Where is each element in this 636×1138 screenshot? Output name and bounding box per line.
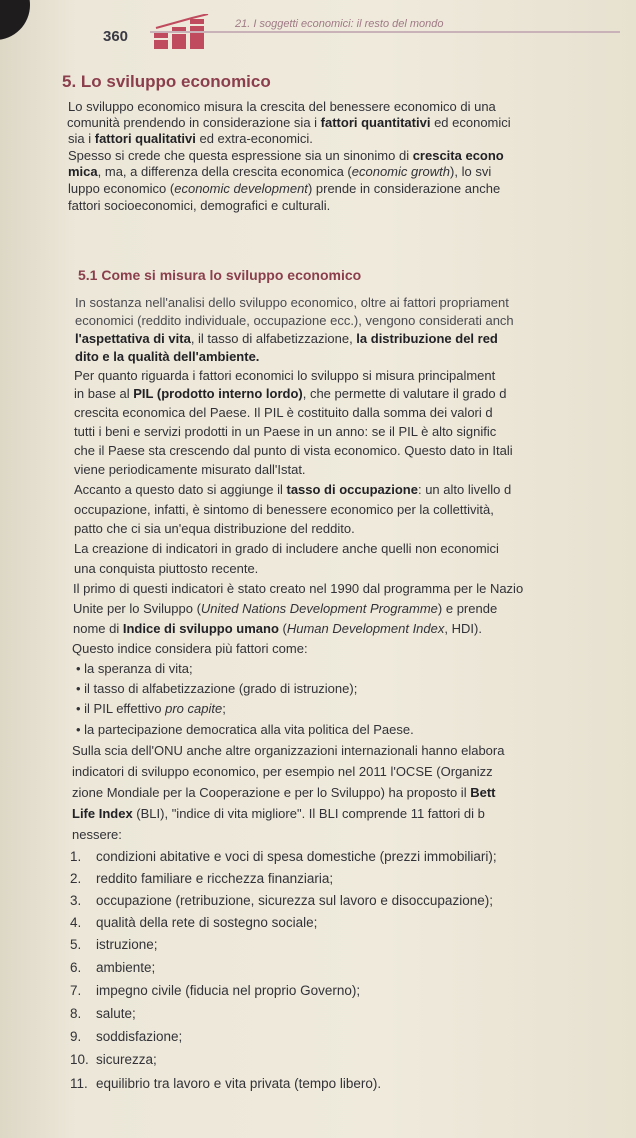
list-item-text: sicurezza;: [96, 1052, 157, 1067]
list-item: [70, 1029, 182, 1045]
list-item-number: 1.: [70, 849, 82, 864]
paragraph-line: dito e la qualità dell'ambiente.: [75, 349, 260, 364]
paragraph-line: nessere:: [72, 827, 122, 842]
list-item: [70, 960, 155, 976]
list-item: [70, 893, 493, 909]
list-item: • la speranza di vita;: [76, 661, 193, 676]
list-item-number: 5.: [70, 937, 82, 952]
paragraph-line: nome di Indice di sviluppo umano (Human Development Index, HDI).: [73, 621, 482, 636]
paragraph-line: tutti i beni e servizi prodotti in un Paese in un anno: se il PIL è alto signific: [74, 424, 497, 439]
paragraph-line: che il Paese sta crescendo dal punto di vista economico. Questo dato in Itali: [74, 443, 513, 458]
list-item-number: 8.: [70, 1006, 82, 1021]
list-item-number: 7.: [70, 983, 82, 998]
list-item: • il PIL effettivo pro capite;: [76, 701, 226, 716]
list-item-text: equilibrio tra lavoro e vita privata (tempo libero).: [96, 1076, 382, 1091]
page-corner-mark: [0, 0, 30, 40]
paragraph-line: Spesso si crede che questa espressione sia un sinonimo di crescita econo: [68, 148, 504, 163]
list-item: • la partecipazione democratica alla vita politica del Paese.: [76, 722, 414, 737]
list-item-text: impegno civile (fiducia nel proprio Governo);: [96, 983, 361, 998]
list-item-number: 2.: [70, 871, 82, 886]
list-item-text: condizioni abitative e voci di spesa domestiche (prezzi immobiliari);: [96, 849, 497, 864]
paragraph-line: l'aspettativa di vita, il tasso di alfabetizzazione, la distribuzione del red: [75, 331, 498, 346]
paragraph-line: sia i fattori qualitativi ed extra-economici.: [68, 131, 313, 146]
list-item: [70, 915, 317, 931]
paragraph-line: Sulla scia dell'ONU anche altre organizzazioni internazionali hanno elabora: [72, 743, 505, 758]
paragraph-line: crescita economica del Paese. Il PIL è costituito dalla somma dei valori d: [74, 405, 493, 420]
list-item-text: istruzione;: [96, 937, 158, 952]
list-item-text: occupazione (retribuzione, sicurezza sul lavoro e disoccupazione);: [96, 893, 493, 908]
list-item-number: 10.: [70, 1052, 89, 1067]
paragraph-line: Questo indice considera più fattori come:: [72, 641, 308, 656]
list-item-text: qualità della rete di sostegno sociale;: [96, 915, 318, 930]
list-item: • il tasso di alfabetizzazione (grado di istruzione);: [76, 681, 358, 696]
paragraph-line: comunità prendendo in considerazione sia i fattori quantitativi ed economici: [67, 115, 511, 130]
paragraph-line: Il primo di questi indicatori è stato creato nel 1990 dal programma per le Nazio: [73, 581, 524, 596]
paragraph-line: in base al PIL (prodotto interno lordo), che permette di valutare il grado d: [74, 386, 507, 401]
list-item-number: 6.: [70, 960, 82, 975]
paragraph-line: luppo economico (economic development) prende in considerazione anche: [68, 181, 501, 196]
paragraph-line: patto che ci sia un'equa distribuzione del reddito.: [74, 521, 355, 536]
subsection-title: 5.1 Come si misura lo sviluppo economico: [78, 267, 362, 283]
paragraph-line: occupazione, infatti, è sintomo di benessere economico per la collettività,: [74, 502, 494, 517]
list-item: [70, 1006, 136, 1022]
list-item: [70, 937, 158, 953]
paragraph-line: Lo sviluppo economico misura la crescita del benessere economico di una: [68, 99, 496, 114]
running-head: 21. I soggetti economici: il resto del mondo: [235, 18, 444, 30]
paragraph-line: zione Mondiale per la Cooperazione e per lo Sviluppo) ha proposto il Bett: [72, 785, 496, 800]
list-item: [70, 983, 360, 999]
list-item-number: 4.: [70, 915, 82, 930]
list-item-text: soddisfazione;: [96, 1029, 183, 1044]
list-item: [70, 1076, 381, 1092]
list-item-number: 9.: [70, 1029, 82, 1044]
list-item-number: 3.: [70, 893, 82, 908]
section-title: 5. Lo sviluppo economico: [62, 72, 271, 91]
list-item-text: reddito familiare e ricchezza finanziaria;: [96, 871, 334, 886]
paragraph-line: In sostanza nell'analisi dello sviluppo economico, oltre ai fattori propriament: [75, 295, 509, 310]
paragraph-line: fattori socioeconomici, demografici e culturali.: [68, 198, 331, 213]
paragraph-line: Accanto a questo dato si aggiunge il tasso di occupazione: un alto livello d: [74, 482, 512, 497]
paragraph-line: economici (reddito individuale, occupazione ecc.), vengono considerati anch: [75, 313, 514, 328]
header-rule: [150, 31, 620, 33]
list-item-text: ambiente;: [96, 960, 156, 975]
list-item-text: salute;: [96, 1006, 136, 1021]
list-item: [70, 871, 333, 887]
paragraph-line: Per quanto riguarda i fattori economici lo sviluppo si misura principalment: [74, 368, 496, 383]
paragraph-line: mica, ma, a differenza della crescita economica (economic growth), lo svi: [68, 164, 492, 179]
paragraph-line: Life Index (BLI), "indice di vita migliore". Il BLI comprende 11 fattori di b: [72, 806, 485, 821]
list-item: [70, 1052, 157, 1068]
paragraph-line: viene periodicamente misurato dall'Istat.: [74, 462, 306, 477]
paragraph-line: Unite per lo Sviluppo (United Nations Development Programme) e prende: [73, 601, 498, 616]
list-item: [70, 849, 497, 865]
paragraph-line: una conquista piuttosto recente.: [74, 561, 259, 576]
list-item-number: 11.: [70, 1076, 88, 1091]
paragraph-line: La creazione di indicatori in grado di includere anche quelli non economici: [74, 541, 499, 556]
page-number: 360: [103, 28, 129, 45]
paragraph-line: indicatori di sviluppo economico, per esempio nel 2011 l'OCSE (Organizz: [72, 764, 493, 779]
